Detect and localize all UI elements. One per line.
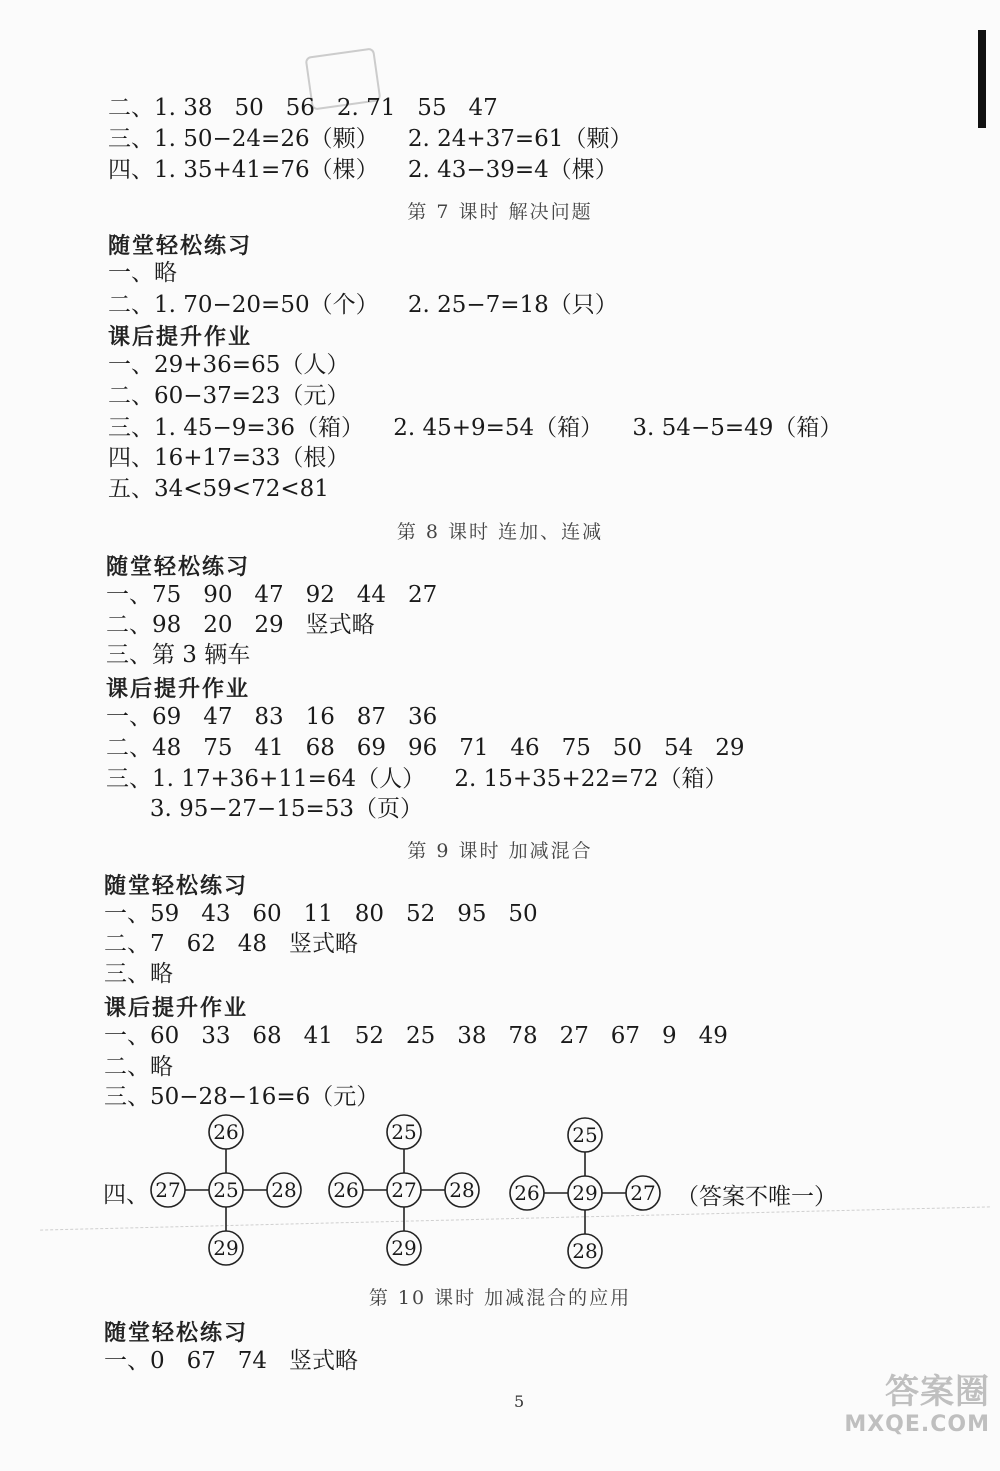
answer-line: 三、1. 45−9=36（箱） 2. 45+9=54（箱） 3. 54−5=49（箱）: [108, 415, 843, 441]
cross-node-value: 26: [213, 1120, 239, 1144]
cross-node-value: 25: [391, 1120, 417, 1144]
answer-line: 一、75 90 47 92 44 27: [106, 582, 438, 608]
section-practice: 随堂轻松练习: [104, 874, 249, 899]
answer-line: 二、60−37=23（元）: [108, 383, 350, 409]
cross-node-value: 29: [213, 1236, 239, 1260]
lesson-8-heading: 第 8 课时 连加、连减: [396, 521, 604, 543]
lesson-10-heading: 第 10 课时 加减混合的应用: [368, 1287, 632, 1309]
answer-line: 三、略: [104, 961, 173, 987]
section-practice: 随堂轻松练习: [108, 234, 253, 259]
cross-node-value: 28: [572, 1239, 598, 1263]
answer-line: 五、34<59<72<81: [108, 476, 329, 502]
watermark-logo: [844, 1372, 990, 1438]
cross-node-value: 29: [391, 1236, 417, 1260]
lesson-7-heading: 第 7 课时 解决问题: [407, 201, 593, 223]
cross-node-value: 27: [630, 1181, 656, 1205]
answer-line: 一、29+36=65（人）: [108, 352, 350, 378]
answer-line: 一、59 43 60 11 80 52 95 50: [104, 901, 538, 927]
section-homework: 课后提升作业: [104, 996, 249, 1021]
answer-line: 二、7 62 48 竖式略: [104, 931, 358, 957]
cross-node-value: 27: [391, 1178, 417, 1202]
page-number: 5: [514, 1392, 525, 1411]
cross-node-value: 26: [333, 1178, 359, 1202]
answer-line: 三、50−28−16=6（元）: [104, 1084, 380, 1110]
answer-line: 一、69 47 83 16 87 36: [106, 704, 438, 730]
cross-node-value: 28: [271, 1178, 297, 1202]
scan-edge-mark: [978, 30, 986, 128]
answer-line: 二、98 20 29 竖式略: [106, 612, 375, 638]
number-cross-diagrams: [0, 1110, 1000, 1280]
watermark-main: 答案圈: [885, 1372, 990, 1412]
cross-diagrams-svg: [0, 1110, 1000, 1280]
lesson-9-heading: 第 9 课时 加减混合: [407, 840, 593, 862]
cross-node-value: 25: [572, 1123, 598, 1147]
answer-line: 二、48 75 41 68 69 96 71 46 75 50 54 29: [106, 735, 745, 761]
answer-line: 一、0 67 74 竖式略: [104, 1348, 358, 1374]
answer-line: 三、1. 50−24=26（颗） 2. 24+37=61（颗）: [108, 126, 633, 152]
cross-node-value: 29: [572, 1181, 598, 1205]
answer-line: 一、60 33 68 41 52 25 38 78 27 67 9 49: [104, 1023, 728, 1049]
answer-line: 三、1. 17+36+11=64（人） 2. 15+35+22=72（箱）: [106, 766, 728, 792]
not-unique-note: （答案不唯一）: [676, 1184, 837, 1210]
section-practice: 随堂轻松练习: [104, 1321, 249, 1346]
question-four-label: 四、: [103, 1182, 149, 1208]
cross-node-value: 27: [155, 1178, 181, 1202]
answer-line: 一、略: [108, 260, 177, 286]
answer-line: 二、1. 38 50 56 2. 71 55 47: [108, 95, 498, 121]
answer-line: 四、1. 35+41=76（棵） 2. 43−39=4（棵）: [108, 157, 618, 183]
answer-line: 3. 95−27−15=53（页）: [106, 796, 424, 822]
section-homework: 课后提升作业: [106, 677, 251, 702]
cross-node-value: 28: [449, 1178, 475, 1202]
section-homework: 课后提升作业: [108, 325, 253, 350]
answer-line: 三、第 3 辆车: [106, 642, 251, 668]
cross-node-value: 25: [213, 1178, 239, 1202]
cross-node-value: 26: [514, 1181, 540, 1205]
watermark-sub: MXQE.COM: [844, 1412, 990, 1437]
answer-line: 四、16+17=33（根）: [108, 445, 350, 471]
section-practice: 随堂轻松练习: [106, 555, 251, 580]
answer-line: 二、略: [104, 1054, 173, 1080]
answer-line: 二、1. 70−20=50（个） 2. 25−7=18（只）: [108, 292, 618, 318]
